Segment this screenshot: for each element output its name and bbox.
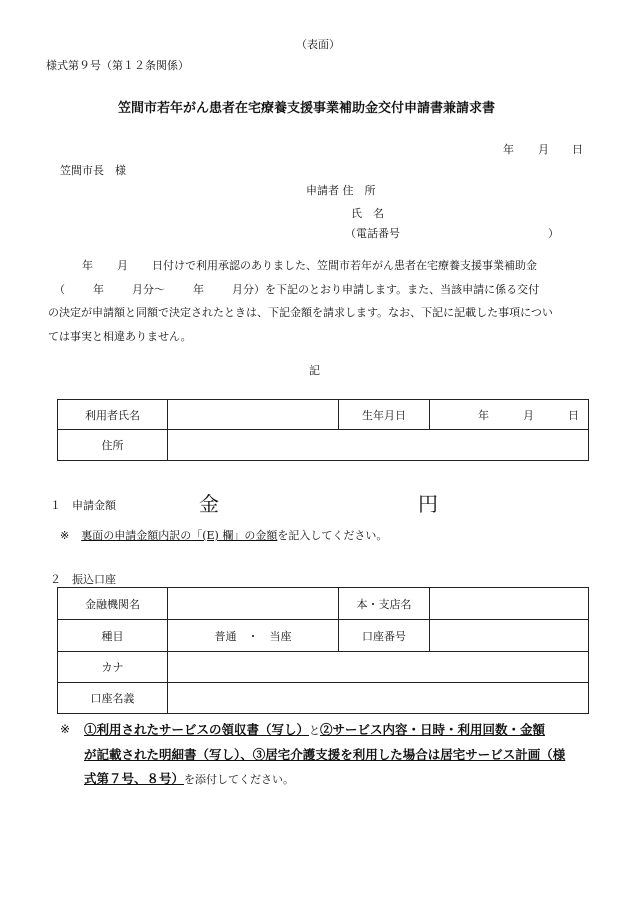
birthdate-field[interactable]: 年 月 日 (430, 400, 589, 430)
footnote-line-3: 式第７号、８号）を添付してください。 (84, 771, 295, 786)
birthdate-label: 生年月日 (339, 400, 430, 430)
amount-note: ※ 裏面の申請金額内訳の「(E) 欄」の金額を記入してください。 (60, 529, 388, 542)
bank-account-table (57, 587, 589, 714)
footnote-mark: ※ (60, 722, 71, 736)
attachment-footnote (84, 718, 565, 792)
user-name-label: 利用者氏名 (58, 400, 168, 430)
account-holder-field[interactable] (168, 683, 589, 714)
applicant-phone-close: ） (548, 227, 559, 240)
addressee: 笠間市長 様 (60, 164, 126, 177)
form-number: 様式第９号（第１２条関係） (46, 59, 189, 72)
application-paragraph (48, 254, 588, 348)
branch-label: 本・支店名 (339, 588, 430, 620)
paragraph-line-1: 年 月 日付けで利用承認のありました、笠間市若年がん患者在宅療養支援事業補助金 (82, 259, 537, 272)
footnote-line-2: が記載された明細書（写し）、③居宅介護支援を利用した場合は居宅サービス計画（様 (84, 747, 566, 762)
paragraph-line-4: ては事実と相違ありません。 (48, 329, 192, 343)
account-type-label: 種目 (58, 620, 168, 652)
date-day: 日 (572, 143, 583, 156)
paragraph-line-2: （ 年 月分～ 年 月分）を下記のとおり申請します。また、当該申請に係る交付 (54, 282, 540, 296)
page-title: 笠間市若年がん患者在宅療養支援事業補助金交付申請書兼請求書 (118, 101, 496, 116)
applicant-name-label: 氏 名 (351, 207, 384, 220)
bank-name-field[interactable] (168, 588, 339, 620)
paragraph-line-3: の決定が申請額と同額で決定されたときは、下記金額を請求します。なお、下記に記載した事項につい (48, 306, 553, 319)
applicant-address-label: 申請者 住 所 (306, 184, 376, 197)
date-year: 年 (503, 143, 514, 156)
date-month: 月 (538, 143, 549, 156)
kana-field[interactable] (168, 652, 589, 683)
footnote-line-1: ①利用されたサービスの領収書（写し）と②サービス内容・日時・利用回数・金額 (84, 722, 546, 737)
user-name-field[interactable] (168, 400, 339, 430)
side-note: （表面） (296, 38, 340, 51)
bank-name-label: 金融機関名 (58, 588, 168, 620)
user-address-label: 住所 (58, 430, 168, 461)
account-holder-label: 口座名義 (58, 683, 168, 714)
kana-label: カナ (58, 652, 168, 683)
account-number-field[interactable] (430, 620, 589, 652)
section2-label: ２ 振込口座 (50, 573, 116, 586)
branch-field[interactable] (430, 588, 589, 620)
applicant-phone-open: （電話番号 (345, 227, 400, 240)
section1-label: １ 申請金額 (50, 499, 116, 512)
account-number-label: 口座番号 (339, 620, 430, 652)
ki-heading: 記 (309, 364, 320, 377)
user-address-field[interactable] (168, 430, 589, 461)
amount-en: 円 (418, 492, 438, 516)
account-type-options[interactable]: 普通 ・ 当座 (168, 620, 339, 652)
amount-kin: 金 (199, 492, 219, 516)
user-info-table (57, 399, 589, 461)
